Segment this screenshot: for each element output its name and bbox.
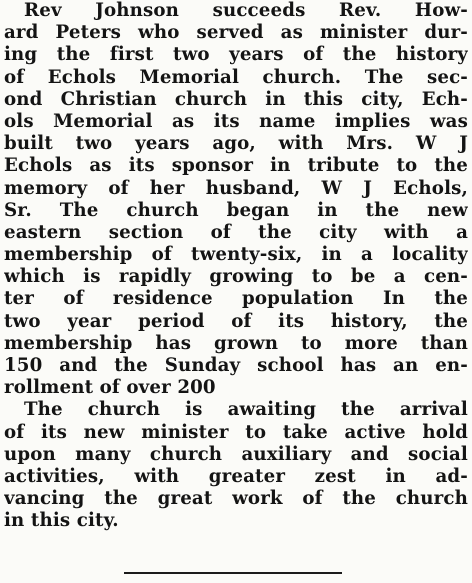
text-line: ond Christian church in this city, Ech- xyxy=(4,88,468,110)
text-line: ter of residence population In the xyxy=(4,288,468,310)
text-line: in this city. xyxy=(4,510,119,532)
text-line: ard Peters who served as minister dur- xyxy=(4,22,468,44)
paragraph-1 xyxy=(4,0,468,399)
text-line: vancing the great work of the church xyxy=(4,488,468,510)
text-line: 150 and the Sunday school has an en- xyxy=(4,355,468,376)
text-line: The church is awaiting the arrival xyxy=(24,399,468,421)
text-line: ols Memorial as its name implies was xyxy=(4,110,468,132)
text-line: upon many church auxiliary and social xyxy=(4,443,468,465)
article-column xyxy=(4,0,468,533)
paragraph-2 xyxy=(4,399,468,532)
text-line: ing the first two years of the history xyxy=(4,44,468,66)
text-line: membership of twenty-six, in a locality xyxy=(4,244,468,266)
text-line: which is rapidly growing to be a cen- xyxy=(4,266,468,288)
text-line: Sr. The church began in the new xyxy=(4,199,468,221)
text-line: eastern section of the city with a xyxy=(4,221,468,243)
text-line: of Echols Memorial church. The sec- xyxy=(4,66,468,88)
text-line: two year period of its history, the xyxy=(4,310,468,332)
section-divider-rule xyxy=(124,572,342,574)
text-line: Echols as its sponsor in tribute to the xyxy=(4,155,468,177)
text-line: rollment of over 200 xyxy=(4,377,216,399)
text-line: activities, with greater zest in ad- xyxy=(4,465,468,487)
text-line: membership has grown to more than xyxy=(4,332,468,354)
text-line: Rev Johnson succeeds Rev. How- xyxy=(24,0,468,21)
text-line: built two years ago, with Mrs. W J xyxy=(4,133,468,155)
text-line: of its new minister to take active hold xyxy=(4,421,468,443)
text-line: memory of her husband, W J Echols, xyxy=(4,177,468,199)
